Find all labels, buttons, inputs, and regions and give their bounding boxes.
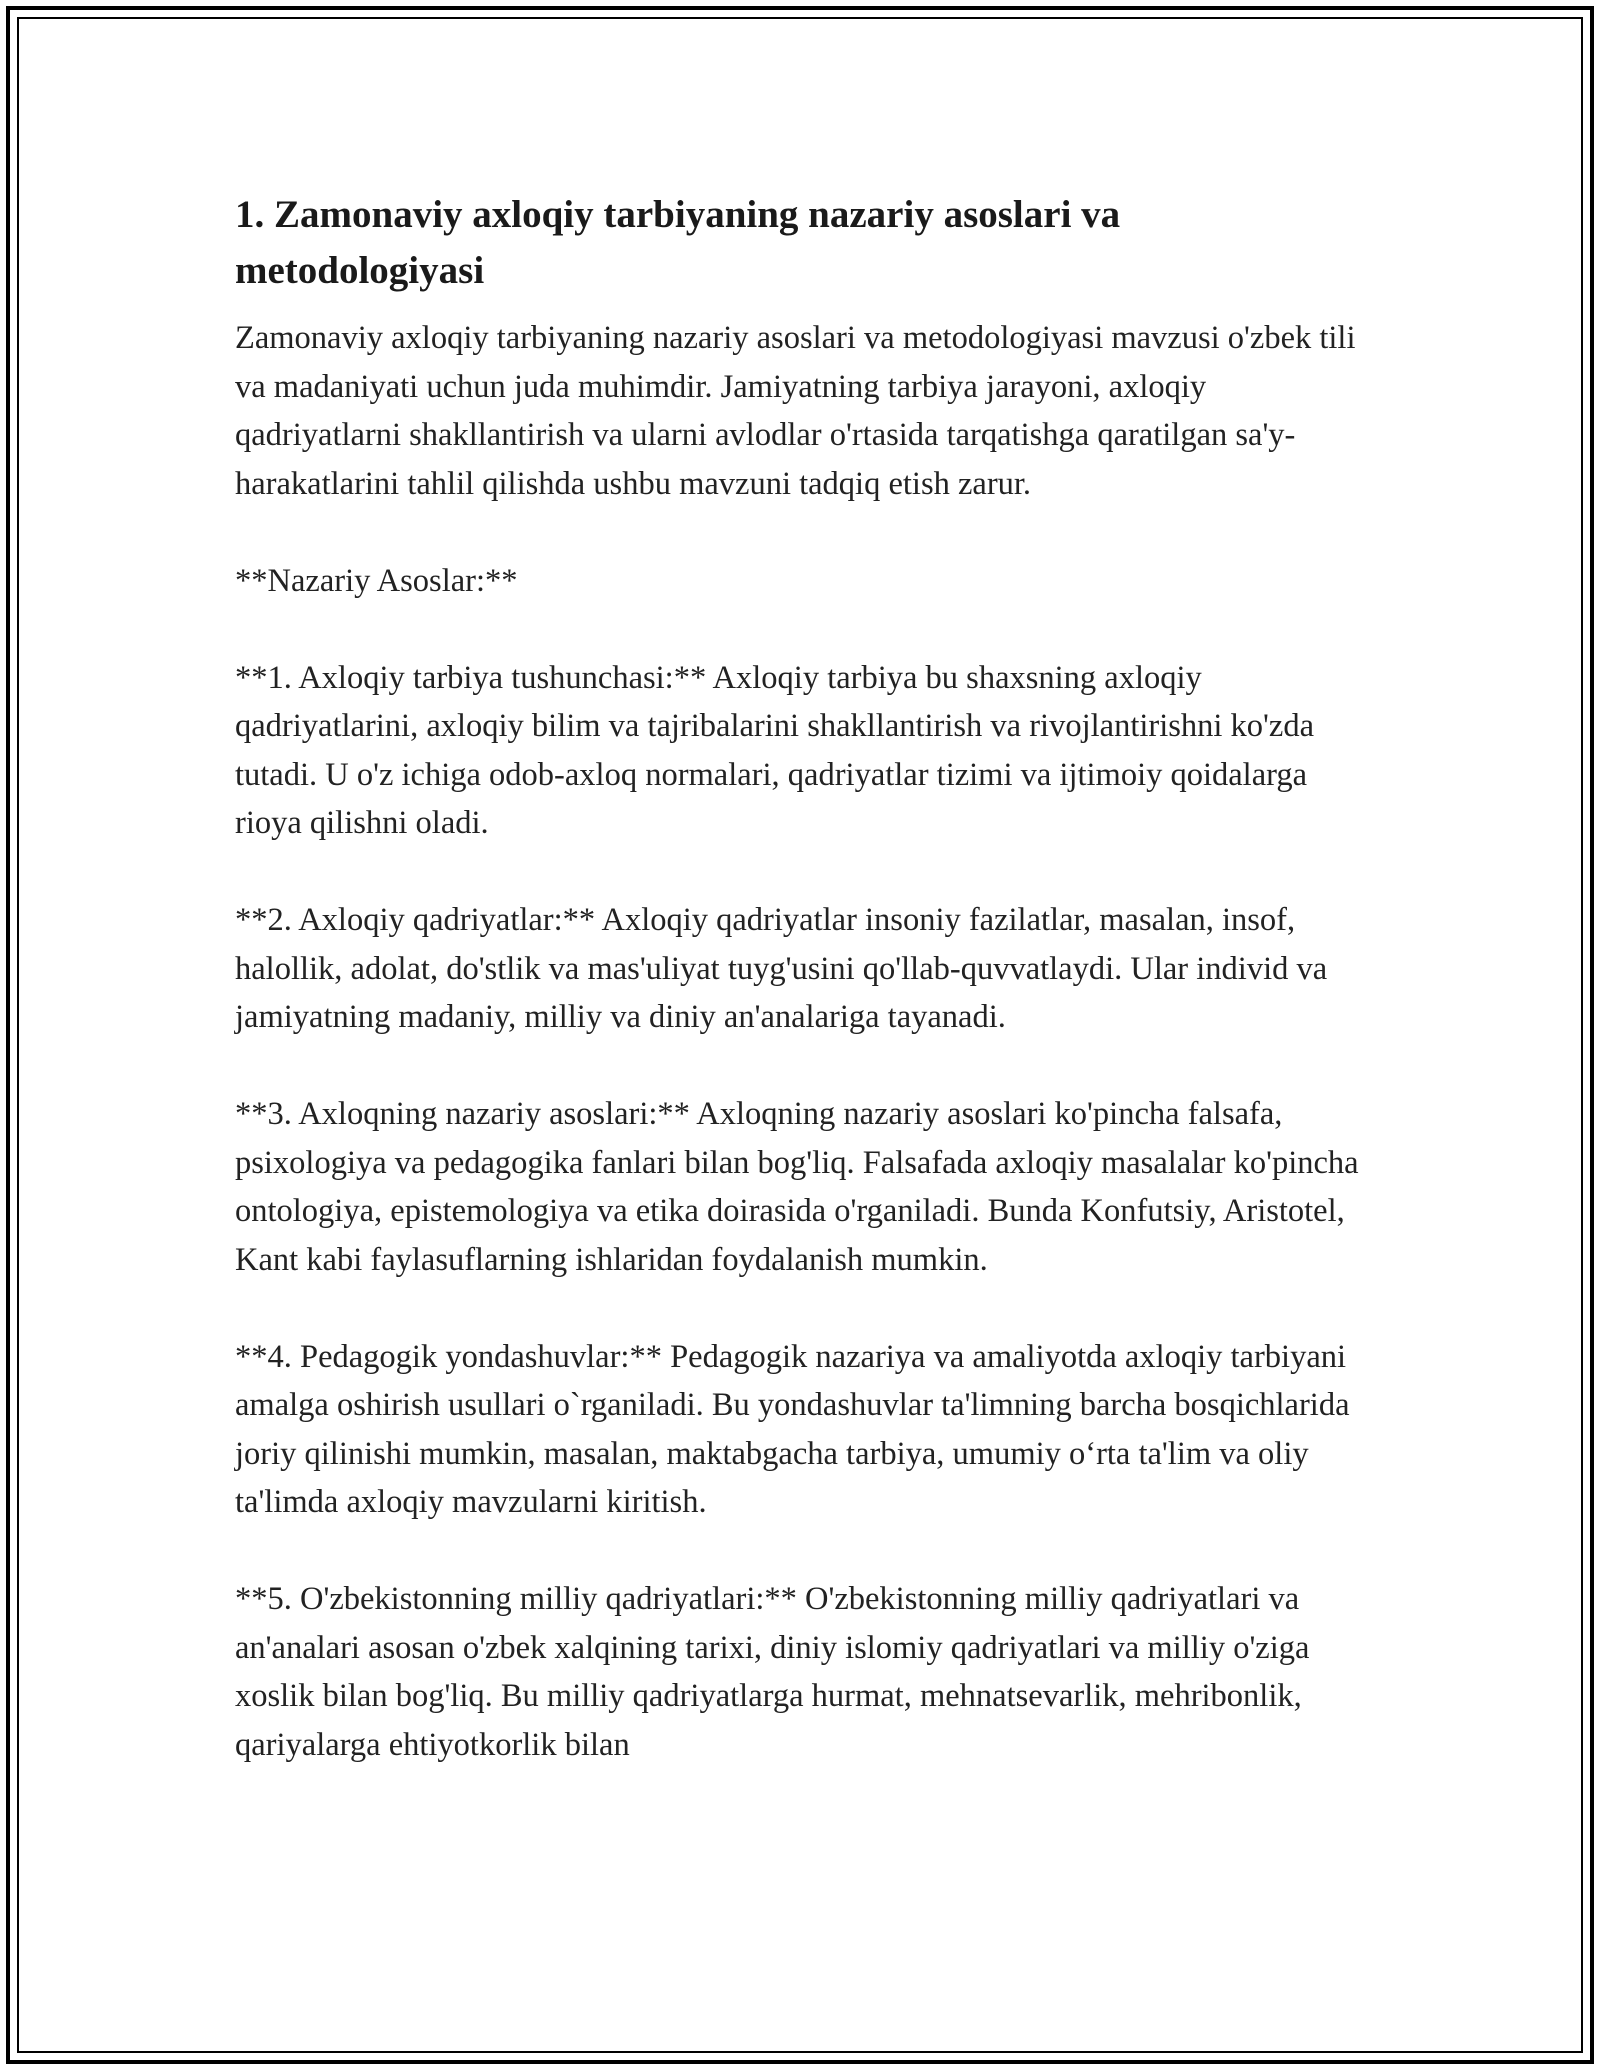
document-body <box>235 187 1365 1769</box>
section-heading-nazariy-asoslar: **Nazariy Asoslar:** <box>235 562 518 599</box>
paragraph-axloqiy-qadriyatlar: **2. Axloqiy qadriyatlar:** Axloqiy qadriyatlar insoniy fazilatlar, masalan, insof, halollik, adolat, do'stlik va mas'uliyat tuyg'usini qo'llab-quvvatlaydi. Ular individ va jamiyatning madaniy, milliy va diniy an'analariga tayanadi. <box>235 902 1328 1035</box>
paragraph-axloqning-nazariy-asoslari: **3. Axloqning nazariy asoslari:** Axloqning nazariy asoslari ko'pincha falsafa, psixologiya va pedagogika fanlari bilan bog'liq. Falsafada axloqiy masalalar ko'pincha ontologiya, epistemologiya va etika doirasida o'rganiladi. Bunda Konfutsiy, Aristotel, Kant kabi faylasuflarning ishlaridan foydalanish mumkin. <box>235 1096 1359 1278</box>
intro-paragraph: Zamonaviy axloqiy tarbiyaning nazariy asoslari va metodologiyasi mavzusi o'zbek tili va madaniyati uchun juda muhimdir. Jamiyatning tarbiya jarayoni, axloqiy qadriyatlarni shakllantirish va ularni avlodlar o'rtasida tarqatishga qaratilgan sa'y-harakatlarini tahlil qilishda ushbu mavzuni tadqiq etish zarur. <box>235 320 1356 502</box>
paragraph-pedagogik-yondashuvlar: **4. Pedagogik yondashuvlar:** Pedagogik nazariya va amaliyotda axloqiy tarbiyani amalga oshirish usullari o`rganiladi. Bu yondashuvlar ta'limning barcha bosqichlarida joriy qilinishi mumkin, masalan, maktabgacha tarbiya, umumiy o‘rta ta'lim va oliy ta'limda axloqiy mavzularni kiritish. <box>235 1338 1350 1520</box>
document-title: 1. Zamonaviy axloqiy tarbiyaning nazariy asoslari va metodologiyasi <box>235 193 1121 292</box>
paragraph-axloqiy-tarbiya-tushunchasi: **1. Axloqiy tarbiya tushunchasi:** Axloqiy tarbiya bu shaxsning axloqiy qadriyatlarini, axloqiy bilim va tajribalarini shakllantirish va rivojlantirishni ko'zda tutadi. U o'z ichiga odob-axloq normalari, qadriyatlar tizimi va ijtimoiy qoidalarga rioya qilishni oladi. <box>235 659 1314 841</box>
paragraph-milliy-qadriyatlar: **5. O'zbekistonning milliy qadriyatlari:** O'zbekistonning milliy qadriyatlari va an'analari asosan o'zbek xalqining tarixi, diniy islomiy qadriyatlari va milliy o'ziga xoslik bilan bog'liq. Bu milliy qadriyatlarga hurmat, mehnatsevarlik, mehribonlik, qariyalarga ehtiyotkorlik bilan <box>235 1581 1310 1763</box>
